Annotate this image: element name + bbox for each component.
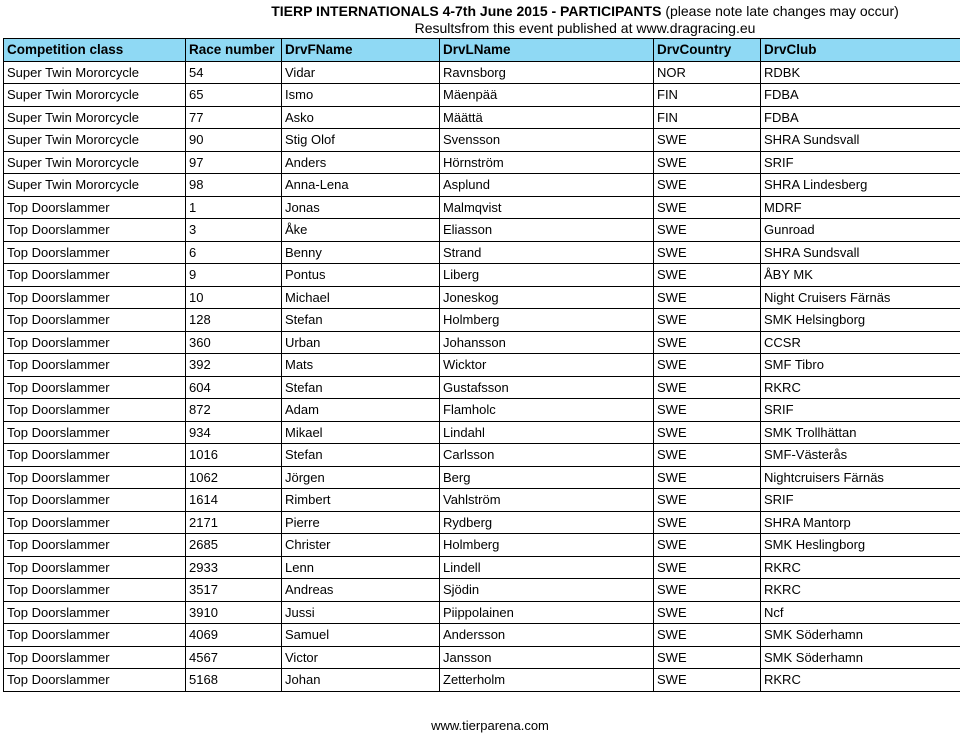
cell-last-name: Flamholc <box>440 399 654 422</box>
cell-club: SRIF <box>761 399 960 422</box>
cell-first-name: Jonas <box>282 196 440 219</box>
participants-table <box>3 38 960 692</box>
cell-class: Top Doorslammer <box>4 444 186 467</box>
table-row <box>4 534 960 557</box>
table-row <box>4 421 960 444</box>
page-subtitle: Resultsfrom this event published at www.dragracing.eu <box>414 20 756 36</box>
cell-club: SMK Trollhättan <box>761 421 960 444</box>
table-row <box>4 129 960 152</box>
cell-club: Ncf <box>761 601 960 624</box>
cell-last-name: Ravnsborg <box>440 61 654 84</box>
cell-class: Top Doorslammer <box>4 669 186 692</box>
footer-website: www.tierparena.com <box>431 718 549 733</box>
cell-last-name: Carlsson <box>440 444 654 467</box>
cell-last-name: Gustafsson <box>440 376 654 399</box>
cell-first-name: Pontus <box>282 264 440 287</box>
cell-country: SWE <box>654 129 761 152</box>
cell-race-number: 2171 <box>186 511 282 534</box>
cell-country: FIN <box>654 84 761 107</box>
cell-country: SWE <box>654 286 761 309</box>
cell-club: SRIF <box>761 489 960 512</box>
cell-first-name: Andreas <box>282 579 440 602</box>
cell-last-name: Asplund <box>440 174 654 197</box>
table-row <box>4 264 960 287</box>
cell-club: RKRC <box>761 579 960 602</box>
cell-race-number: 1 <box>186 196 282 219</box>
cell-club: SMF Tibro <box>761 354 960 377</box>
cell-race-number: 3 <box>186 219 282 242</box>
cell-last-name: Johansson <box>440 331 654 354</box>
cell-race-number: 5168 <box>186 669 282 692</box>
cell-country: SWE <box>654 511 761 534</box>
table-row <box>4 196 960 219</box>
cell-first-name: Michael <box>282 286 440 309</box>
cell-race-number: 2685 <box>186 534 282 557</box>
cell-class: Super Twin Mororcycle <box>4 129 186 152</box>
cell-country: FIN <box>654 106 761 129</box>
cell-first-name: Anders <box>282 151 440 174</box>
cell-race-number: 65 <box>186 84 282 107</box>
cell-class: Top Doorslammer <box>4 624 186 647</box>
cell-club: SRIF <box>761 151 960 174</box>
cell-club: FDBA <box>761 84 960 107</box>
table-row <box>4 331 960 354</box>
cell-race-number: 2933 <box>186 556 282 579</box>
cell-club: RKRC <box>761 556 960 579</box>
cell-class: Top Doorslammer <box>4 534 186 557</box>
cell-last-name: Svensson <box>440 129 654 152</box>
cell-country: SWE <box>654 354 761 377</box>
cell-class: Top Doorslammer <box>4 489 186 512</box>
cell-country: SWE <box>654 241 761 264</box>
cell-club: SMF-Västerås <box>761 444 960 467</box>
table-row <box>4 399 960 422</box>
cell-race-number: 1062 <box>186 466 282 489</box>
cell-last-name: Rydberg <box>440 511 654 534</box>
cell-last-name: Joneskog <box>440 286 654 309</box>
cell-last-name: Malmqvist <box>440 196 654 219</box>
cell-race-number: 97 <box>186 151 282 174</box>
cell-class: Top Doorslammer <box>4 286 186 309</box>
cell-club: RKRC <box>761 376 960 399</box>
column-header-class: Competition class <box>4 39 186 62</box>
cell-last-name: Strand <box>440 241 654 264</box>
title-main: TIERP INTERNATIONALS 4-7th June 2015 - PARTICIPANTS <box>271 3 662 19</box>
cell-last-name: Määttä <box>440 106 654 129</box>
cell-club: FDBA <box>761 106 960 129</box>
cell-first-name: Rimbert <box>282 489 440 512</box>
table-row <box>4 489 960 512</box>
cell-first-name: Pierre <box>282 511 440 534</box>
table-row <box>4 669 960 692</box>
cell-race-number: 3910 <box>186 601 282 624</box>
table-row <box>4 106 960 129</box>
cell-country: SWE <box>654 646 761 669</box>
column-header-first-name: DrvFName <box>282 39 440 62</box>
cell-first-name: Victor <box>282 646 440 669</box>
cell-race-number: 77 <box>186 106 282 129</box>
table-row <box>4 354 960 377</box>
cell-country: SWE <box>654 534 761 557</box>
table-row <box>4 624 960 647</box>
cell-country: SWE <box>654 624 761 647</box>
column-header-club: DrvClub <box>761 39 960 62</box>
cell-country: SWE <box>654 466 761 489</box>
cell-race-number: 392 <box>186 354 282 377</box>
cell-country: SWE <box>654 151 761 174</box>
cell-class: Super Twin Mororcycle <box>4 151 186 174</box>
cell-first-name: Christer <box>282 534 440 557</box>
cell-race-number: 1614 <box>186 489 282 512</box>
cell-class: Super Twin Mororcycle <box>4 84 186 107</box>
table-row <box>4 444 960 467</box>
cell-club: SHRA Mantorp <box>761 511 960 534</box>
cell-first-name: Asko <box>282 106 440 129</box>
cell-country: SWE <box>654 556 761 579</box>
table-row <box>4 174 960 197</box>
cell-race-number: 3517 <box>186 579 282 602</box>
cell-club: ÅBY MK <box>761 264 960 287</box>
cell-class: Super Twin Mororcycle <box>4 174 186 197</box>
cell-first-name: Benny <box>282 241 440 264</box>
cell-country: SWE <box>654 399 761 422</box>
cell-first-name: Johan <box>282 669 440 692</box>
cell-last-name: Piippolainen <box>440 601 654 624</box>
cell-last-name: Berg <box>440 466 654 489</box>
cell-country: SWE <box>654 579 761 602</box>
cell-class: Top Doorslammer <box>4 309 186 332</box>
cell-last-name: Holmberg <box>440 309 654 332</box>
table-row <box>4 84 960 107</box>
cell-class: Top Doorslammer <box>4 601 186 624</box>
cell-last-name: Liberg <box>440 264 654 287</box>
cell-country: SWE <box>654 331 761 354</box>
cell-first-name: Urban <box>282 331 440 354</box>
cell-country: SWE <box>654 489 761 512</box>
cell-last-name: Lindahl <box>440 421 654 444</box>
cell-class: Super Twin Mororcycle <box>4 61 186 84</box>
cell-class: Top Doorslammer <box>4 219 186 242</box>
table-row <box>4 286 960 309</box>
cell-club: SHRA Lindesberg <box>761 174 960 197</box>
cell-class: Top Doorslammer <box>4 466 186 489</box>
cell-club: SHRA Sundsvall <box>761 241 960 264</box>
cell-race-number: 872 <box>186 399 282 422</box>
cell-club: SMK Helsingborg <box>761 309 960 332</box>
cell-race-number: 90 <box>186 129 282 152</box>
cell-country: SWE <box>654 376 761 399</box>
cell-club: Nightcruisers Färnäs <box>761 466 960 489</box>
cell-first-name: Jörgen <box>282 466 440 489</box>
cell-race-number: 9 <box>186 264 282 287</box>
cell-first-name: Åke <box>282 219 440 242</box>
table-row <box>4 601 960 624</box>
table-row <box>4 151 960 174</box>
cell-country: NOR <box>654 61 761 84</box>
cell-class: Top Doorslammer <box>4 376 186 399</box>
cell-first-name: Jussi <box>282 601 440 624</box>
cell-last-name: Hörnström <box>440 151 654 174</box>
cell-race-number: 934 <box>186 421 282 444</box>
cell-first-name: Mikael <box>282 421 440 444</box>
cell-club: RKRC <box>761 669 960 692</box>
cell-country: SWE <box>654 196 761 219</box>
table-row <box>4 376 960 399</box>
cell-club: MDRF <box>761 196 960 219</box>
cell-race-number: 4069 <box>186 624 282 647</box>
cell-first-name: Adam <box>282 399 440 422</box>
cell-race-number: 4567 <box>186 646 282 669</box>
cell-race-number: 98 <box>186 174 282 197</box>
cell-first-name: Stefan <box>282 309 440 332</box>
cell-class: Top Doorslammer <box>4 421 186 444</box>
cell-race-number: 128 <box>186 309 282 332</box>
cell-race-number: 10 <box>186 286 282 309</box>
cell-first-name: Stefan <box>282 376 440 399</box>
cell-first-name: Mats <box>282 354 440 377</box>
cell-first-name: Anna-Lena <box>282 174 440 197</box>
cell-last-name: Andersson <box>440 624 654 647</box>
cell-race-number: 6 <box>186 241 282 264</box>
cell-race-number: 604 <box>186 376 282 399</box>
cell-class: Top Doorslammer <box>4 579 186 602</box>
cell-class: Top Doorslammer <box>4 264 186 287</box>
cell-race-number: 1016 <box>186 444 282 467</box>
cell-club: SMK Söderhamn <box>761 646 960 669</box>
cell-last-name: Sjödin <box>440 579 654 602</box>
cell-class: Super Twin Mororcycle <box>4 106 186 129</box>
table-row <box>4 646 960 669</box>
cell-last-name: Eliasson <box>440 219 654 242</box>
cell-class: Top Doorslammer <box>4 511 186 534</box>
table-body <box>4 61 960 691</box>
cell-country: SWE <box>654 421 761 444</box>
column-header-last-name: DrvLName <box>440 39 654 62</box>
cell-last-name: Holmberg <box>440 534 654 557</box>
cell-club: Gunroad <box>761 219 960 242</box>
cell-last-name: Vahlström <box>440 489 654 512</box>
page-title <box>235 2 935 20</box>
table-row <box>4 579 960 602</box>
cell-class: Top Doorslammer <box>4 196 186 219</box>
cell-club: RDBK <box>761 61 960 84</box>
cell-country: SWE <box>654 601 761 624</box>
cell-country: SWE <box>654 444 761 467</box>
cell-first-name: Lenn <box>282 556 440 579</box>
cell-country: SWE <box>654 669 761 692</box>
table-row <box>4 241 960 264</box>
cell-first-name: Stefan <box>282 444 440 467</box>
cell-club: SMK Heslingborg <box>761 534 960 557</box>
cell-club: Night Cruisers Färnäs <box>761 286 960 309</box>
cell-class: Top Doorslammer <box>4 331 186 354</box>
cell-country: SWE <box>654 219 761 242</box>
title-note: (please note late changes may occur) <box>665 3 899 19</box>
cell-country: SWE <box>654 264 761 287</box>
cell-club: SMK Söderhamn <box>761 624 960 647</box>
cell-race-number: 360 <box>186 331 282 354</box>
cell-class: Top Doorslammer <box>4 241 186 264</box>
cell-class: Top Doorslammer <box>4 354 186 377</box>
cell-class: Top Doorslammer <box>4 556 186 579</box>
table-header-row <box>4 39 960 62</box>
cell-class: Top Doorslammer <box>4 646 186 669</box>
column-header-country: DrvCountry <box>654 39 761 62</box>
cell-first-name: Vidar <box>282 61 440 84</box>
cell-first-name: Ismo <box>282 84 440 107</box>
cell-class: Top Doorslammer <box>4 399 186 422</box>
table-row <box>4 511 960 534</box>
cell-first-name: Stig Olof <box>282 129 440 152</box>
cell-race-number: 54 <box>186 61 282 84</box>
table-row <box>4 466 960 489</box>
cell-club: SHRA Sundsvall <box>761 129 960 152</box>
cell-last-name: Wicktor <box>440 354 654 377</box>
cell-last-name: Lindell <box>440 556 654 579</box>
cell-first-name: Samuel <box>282 624 440 647</box>
table-row <box>4 219 960 242</box>
table-row <box>4 556 960 579</box>
table-row <box>4 61 960 84</box>
cell-last-name: Mäenpää <box>440 84 654 107</box>
column-header-race-number: Race number <box>186 39 282 62</box>
cell-country: SWE <box>654 174 761 197</box>
cell-country: SWE <box>654 309 761 332</box>
cell-last-name: Jansson <box>440 646 654 669</box>
cell-last-name: Zetterholm <box>440 669 654 692</box>
cell-club: CCSR <box>761 331 960 354</box>
table-row <box>4 309 960 332</box>
